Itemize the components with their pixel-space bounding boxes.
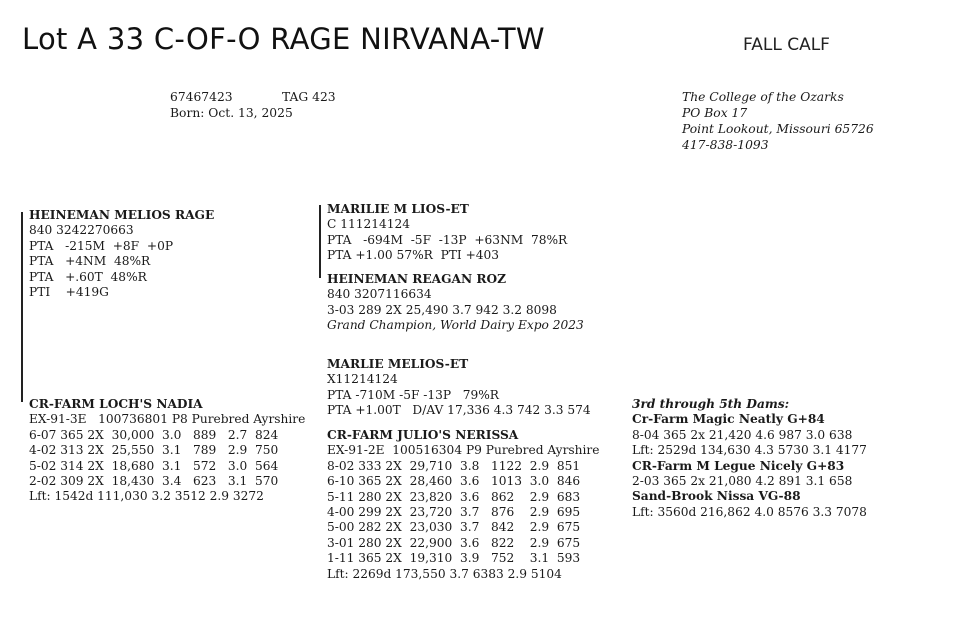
sire-line: PTA +.60T 48%R — [29, 269, 147, 284]
dam-dam-line: 6-10 365 2X 28,460 3.6 1013 3.0 846 — [327, 474, 581, 489]
sire-sire-block — [327, 202, 567, 264]
tag-number: TAG 423 — [282, 90, 336, 104]
consignor-name: The College of the Ozarks — [682, 90, 844, 104]
dam-dam-line: EX-91-2E 100516304 P9 Purebred Ayrshire — [327, 443, 600, 458]
birth-date: Born: Oct. 13, 2025 — [170, 106, 293, 120]
dam-block — [29, 397, 305, 505]
consignor-phone: 417-838-1093 — [682, 138, 769, 152]
dam-line: 2-02 309 2X 18,430 3.4 623 3.1 570 — [29, 474, 279, 489]
dam-sire-block — [327, 357, 591, 419]
dam-dam-line: Lft: 2269d 173,550 3.7 6383 2.9 5104 — [327, 566, 562, 581]
pedigree-bracket-left — [21, 212, 23, 402]
registration-number: 67467423 — [170, 90, 233, 104]
sire-dam-line: 840 3207116634 — [327, 287, 432, 302]
dam-dam-name: CR-FARM JULIO'S NERISSA — [327, 428, 519, 442]
dam-sire-line: X11214124 — [327, 372, 398, 387]
dam-dam-line: 4-00 299 2X 23,720 3.7 876 2.9 695 — [327, 505, 581, 520]
sire-dam-name: HEINEMAN REAGAN ROZ — [327, 272, 507, 286]
dam-name: CR-FARM LOCH'S NADIA — [29, 397, 203, 411]
dam-dam-line: 5-00 282 2X 23,030 3.7 842 2.9 675 — [327, 520, 581, 535]
dam-line: 5-02 314 2X 18,680 3.1 572 3.0 564 — [29, 458, 279, 473]
dam-sire-line: PTA +1.00T D/AV 17,336 4.3 742 3.3 574 — [327, 403, 591, 418]
sire-dam-award: Grand Champion, World Dairy Expo 2023 — [327, 318, 584, 333]
third-fifth-heading: 3rd through 5th Dams: — [632, 397, 790, 411]
fifth-dam-name: Sand-Brook Nissa VG-88 — [632, 489, 801, 504]
sire-sire-name: MARILIE M LIOS-ET — [327, 202, 469, 216]
fourth-dam-name: CR-Farm M Legue Nicely G+83 — [632, 458, 845, 473]
sire-dam-block — [327, 272, 584, 334]
dam-dam-line: 3-01 280 2X 22,900 3.6 822 2.9 675 — [327, 535, 581, 550]
dam-line: 4-02 313 2X 25,550 3.1 789 2.9 750 — [29, 443, 279, 458]
sire-sire-line: C 111214124 — [327, 217, 410, 232]
dam-line: Lft: 1542d 111,030 3.2 3512 2.9 3272 — [29, 489, 264, 504]
calf-category: FALL CALF — [743, 35, 830, 55]
third-dam-line: Lft: 2529d 134,630 4.3 5730 3.1 4177 — [632, 443, 867, 458]
dam-dam-block — [327, 428, 599, 582]
sire-sire-line: PTA +1.00 57%R PTI +403 — [327, 248, 500, 263]
dam-sire-line: PTA -710M -5F -13P 79%R — [327, 387, 499, 402]
dam-dam-line: 8-02 333 2X 29,710 3.8 1122 2.9 851 — [327, 458, 581, 473]
third-fifth-dams-block — [632, 397, 867, 520]
sire-line: PTI +419G — [29, 285, 109, 300]
sire-line: PTA +4NM 48%R — [29, 254, 151, 269]
sire-block — [29, 208, 214, 300]
third-dam-name: Cr-Farm Magic Neatly G+84 — [632, 412, 825, 427]
dam-line: EX-91-3E 100736801 P8 Purebred Ayrshire — [29, 412, 306, 427]
sire-dam-line: 3-03 289 2X 25,490 3.7 942 3.2 8098 — [327, 302, 557, 317]
sire-name: HEINEMAN MELIOS RAGE — [29, 208, 215, 222]
consignor-po-box: PO Box 17 — [682, 106, 748, 120]
lot-title: Lot A 33 C-OF-O RAGE NIRVANA-TW — [22, 22, 545, 56]
third-dam-line: 8-04 365 2x 21,420 4.6 987 3.0 638 — [632, 427, 853, 442]
consignor-city: Point Lookout, Missouri 65726 — [682, 122, 874, 136]
dam-sire-name: MARLIE MELIOS-ET — [327, 357, 469, 371]
sire-sire-line: PTA -694M -5F -13P +63NM 78%R — [327, 232, 568, 247]
sire-line: 840 3242270663 — [29, 223, 134, 238]
fourth-dam-line: 2-03 365 2x 21,080 4.2 891 3.1 658 — [632, 474, 853, 489]
sire-line: PTA -215M +8F +0P — [29, 238, 174, 253]
dam-dam-line: 1-11 365 2X 19,310 3.9 752 3.1 593 — [327, 551, 581, 566]
fifth-dam-line: Lft: 3560d 216,862 4.0 8576 3.3 7078 — [632, 504, 867, 519]
dam-line: 6-07 365 2X 30,000 3.0 889 2.7 824 — [29, 427, 279, 442]
pedigree-bracket-sire — [319, 205, 321, 278]
dam-dam-line: 5-11 280 2X 23,820 3.6 862 2.9 683 — [327, 489, 581, 504]
